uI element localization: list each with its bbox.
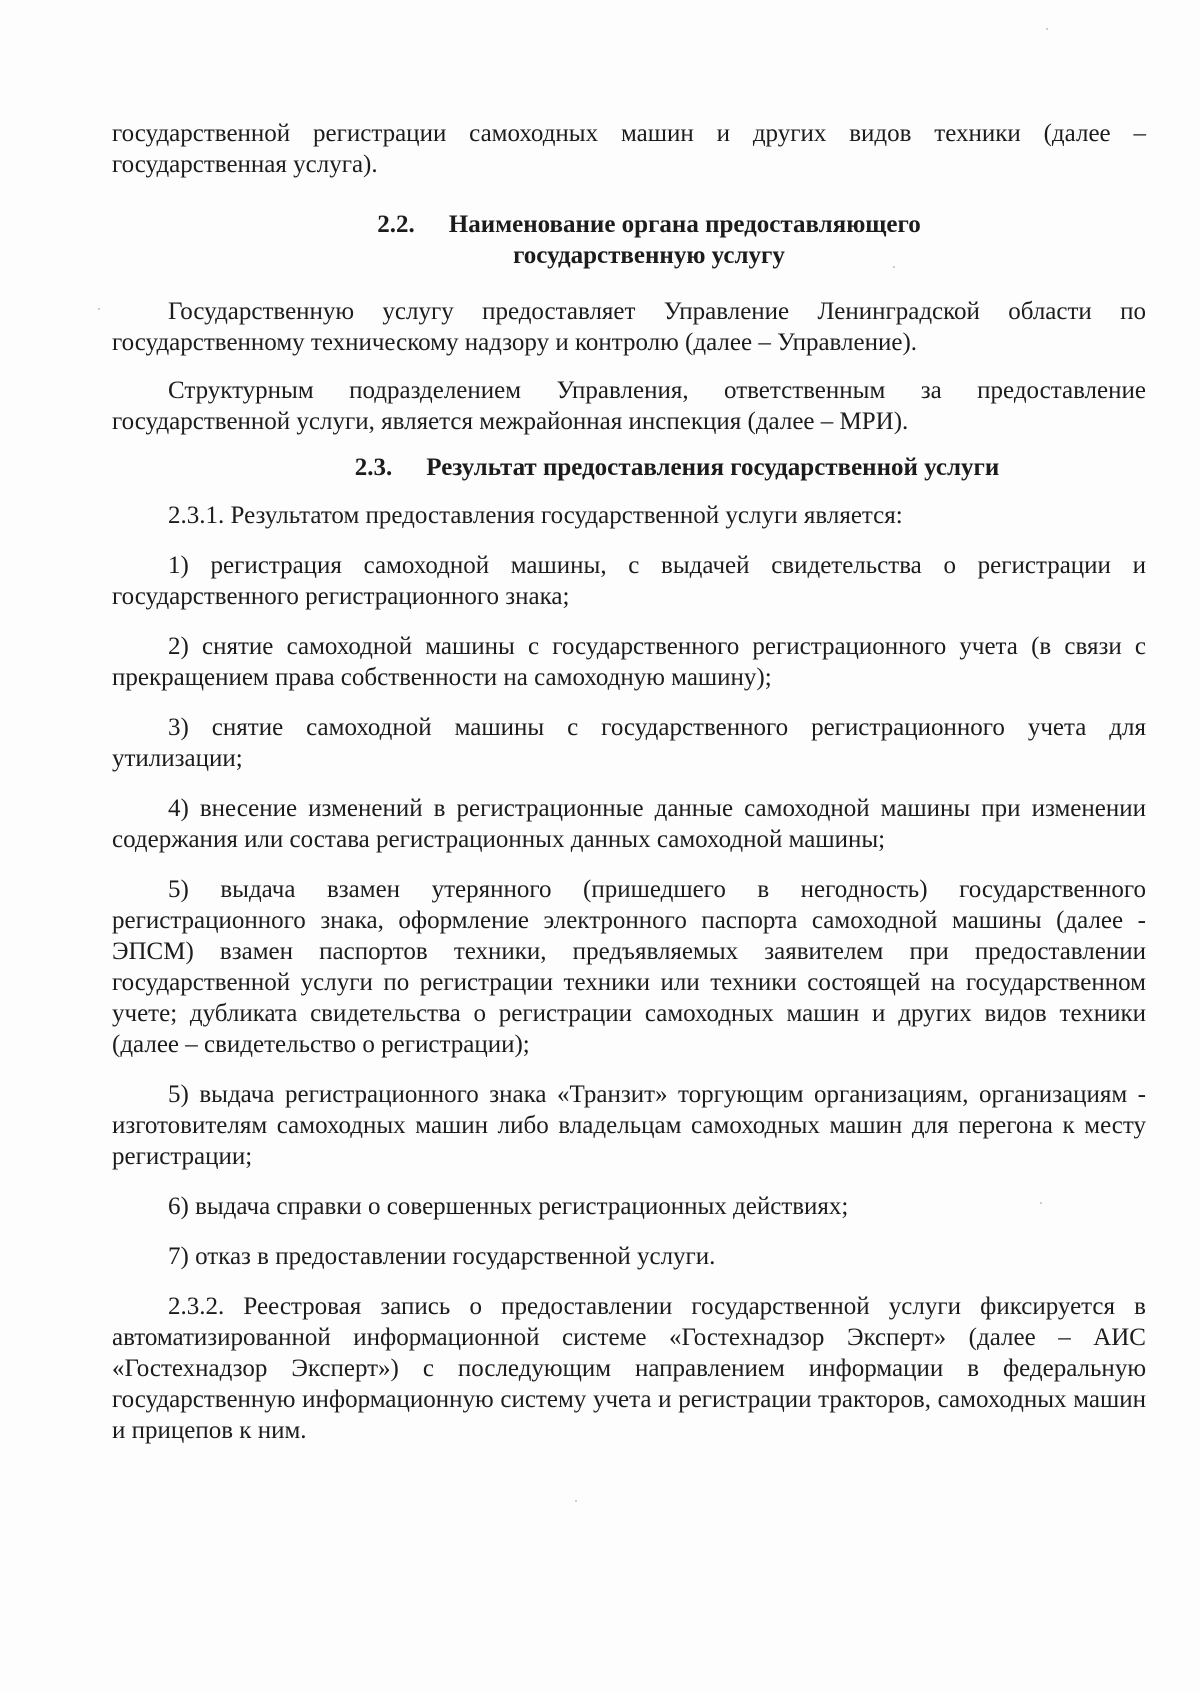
paragraph-2-3-2: 2.3.2. Реестровая запись о предоставлении государственной услуги фиксируется в автоматизированной информационной системе «Гостехнадзор Эксперт» (далее – АИС «Гостехнадзор Эксперт») с последующим направлением информации в федеральную государственную информационную систему учета и регистрации тракторов, самоходных машин и прицепов к ним. bbox=[112, 1293, 1146, 1444]
section-2-2-heading-line1 bbox=[152, 209, 1146, 240]
list-item: 1) регистрация самоходной машины, с выдачей свидетельства о регистрации и государственного регистрационного знака; bbox=[112, 552, 1146, 610]
scan-speck bbox=[575, 1500, 577, 1502]
section-2-2-heading-line2: государственную услугу bbox=[513, 242, 785, 269]
scan-speck bbox=[98, 308, 100, 310]
list-item: 4) внесение изменений в регистрационные данные самоходной машины при изменении содержания или состава регистрационных данных самоходной машины; bbox=[112, 795, 1146, 853]
list-item: 6) выдача справки о совершенных регистрационных действиях; bbox=[168, 1193, 849, 1220]
list-item: 2) снятие самоходной машины с государственного регистрационного учета (в связи с прекращением права собственности на самоходную машину); bbox=[112, 633, 1146, 691]
intro-continuation: государственной регистрации самоходных машин и других видов техники (далее – государственная услуга). bbox=[112, 120, 1146, 178]
scan-speck bbox=[1046, 28, 1048, 30]
section-2-2-heading bbox=[112, 209, 1146, 271]
paragraph-2-2-a: Государственную услугу предоставляет Управление Ленинградской области по государственному техническому надзору и контролю (далее – Управление). bbox=[112, 298, 1146, 356]
section-number: 2.2. bbox=[377, 211, 415, 238]
document-body bbox=[112, 118, 1146, 1446]
list-item: 3) снятие самоходной машины с государственного регистрационного учета для утилизации; bbox=[112, 714, 1146, 772]
section-number: 2.3. bbox=[354, 454, 393, 481]
list-item: 5) выдача взамен утерянного (пришедшего в негодность) государственного регистрационного знака, оформление электронного паспорта самоходной машины (далее - ЭПСМ) взамен паспортов техники, предъявляемых заявителем при предоставлении государственной услуги по регистрации техники или техники состоящей на государственном учете; дубликата свидетельства о регистрации самоходных машин и других видов техники (далее – свидетельство о регистрации); bbox=[112, 876, 1146, 1058]
paragraph-2-3-1: 2.3.1. Результатом предоставления государственной услуги является: bbox=[168, 502, 903, 529]
paragraph-2-2-b: Структурным подразделением Управления, ответственным за предоставление государственной услуги, является межрайонная инспекция (далее – МРИ). bbox=[112, 377, 1146, 435]
section-2-3-heading bbox=[112, 452, 1146, 483]
list-item: 5) выдача регистрационного знака «Транзит» торгующим организациям, организациям - изготовителям самоходных машин либо владельцам самоходных машин для перегона к месту регистрации; bbox=[112, 1081, 1146, 1170]
section-title: Результат предоставления государственной услуги bbox=[426, 454, 1000, 481]
section-title: Наименование органа предоставляющего bbox=[448, 211, 921, 238]
list-item: 7) отказ в предоставлении государственной услуги. bbox=[168, 1243, 716, 1270]
